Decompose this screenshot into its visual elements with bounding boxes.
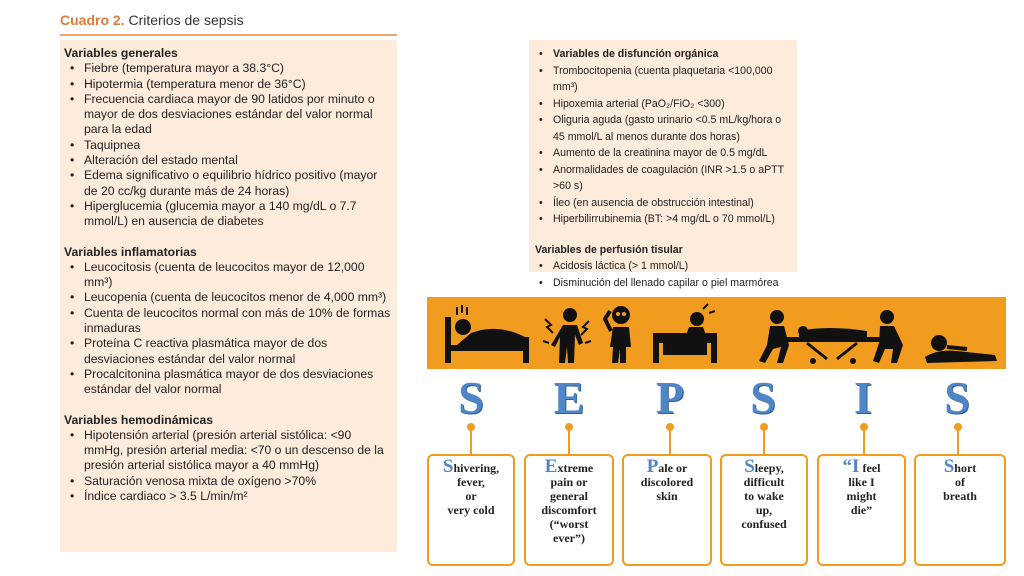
sick-person-icon bbox=[605, 306, 631, 363]
card-initial: S bbox=[442, 456, 454, 477]
section-heading-text: Variables de disfunción orgánica bbox=[553, 48, 719, 60]
criteria-item: • Anormalidades de coagulación (INR >1.5 o aPTT >60 s) bbox=[535, 162, 793, 195]
acronym-letter: S bbox=[458, 372, 484, 423]
criteria-list bbox=[64, 61, 391, 229]
person-in-pain-icon bbox=[543, 308, 591, 363]
card-text: feel bbox=[862, 461, 881, 475]
section-perfusion bbox=[535, 242, 793, 292]
card-text: or bbox=[465, 489, 477, 503]
connector-line bbox=[763, 428, 765, 454]
criteria-item: • Taquipnea bbox=[64, 138, 391, 153]
card-first-line bbox=[526, 456, 612, 477]
criteria-list bbox=[64, 260, 391, 398]
card-first-line bbox=[722, 456, 806, 477]
symptom-card bbox=[720, 454, 808, 566]
connector-line bbox=[669, 428, 671, 454]
card-text: difficult bbox=[743, 475, 785, 489]
card-first-line bbox=[429, 456, 513, 477]
person-on-couch-icon bbox=[653, 304, 717, 363]
card-initial: E bbox=[544, 456, 558, 477]
criteria-item: • Hipoxemia arterial (PaO₂/FiO₂ <300) bbox=[535, 96, 793, 113]
criteria-item: • Hipotensión arterial (presión arterial sistólica: <90 mmHg, presión arterial media: <70 o un descenso de la presión arterial sistólica mayor a 40 mmHg) bbox=[64, 428, 391, 474]
acronym-letter: E bbox=[553, 372, 585, 423]
criteria-item: • Índice cardiaco > 3.5 L/min/m² bbox=[64, 489, 391, 504]
criteria-item: • Íleo (en ausencia de obstrucción intestinal) bbox=[535, 195, 793, 212]
card-text: very cold bbox=[447, 503, 495, 517]
connector-line bbox=[568, 428, 570, 454]
criteria-item: • Oliguria aguda (gasto urinario <0.5 mL/kg/hora o 45 mmol/L al menos durante dos horas) bbox=[535, 112, 793, 145]
criteria-item: • Proteína C reactiva plasmática mayor de dos desviaciones estándar del valor normal bbox=[64, 336, 391, 367]
card-text: die” bbox=[850, 503, 873, 517]
card-text: ever”) bbox=[553, 531, 585, 545]
card-text: breath bbox=[943, 489, 977, 503]
card-text: to wake bbox=[744, 489, 784, 503]
criteria-item: • Saturación venosa mixta de oxígeno >70% bbox=[64, 474, 391, 489]
card-text: general bbox=[550, 489, 588, 503]
criteria-item: • Hiperbilirrubinemia (BT: >4 mg/dL o 70 mmol/L) bbox=[535, 211, 793, 228]
collapsed-person-icon bbox=[925, 335, 997, 363]
criteria-item: • Hiperglucemia (glucemia mayor a 140 mg/dL o 7.7 mmol/L) en ausencia de diabetes bbox=[64, 199, 391, 230]
card-text: (“worst bbox=[549, 517, 589, 531]
criteria-item: • Leucopenia (cuenta de leucocitos menor de 4,000 mm³) bbox=[64, 290, 391, 305]
sepsis-acronym bbox=[427, 372, 1006, 424]
criteria-item: • Leucocitosis (cuenta de leucocitos mayor de 12,000 mm³) bbox=[64, 260, 391, 291]
table-title bbox=[60, 12, 244, 28]
symptom-card bbox=[914, 454, 1006, 566]
symptom-card bbox=[622, 454, 712, 566]
table-title-text: Criterios de sepsis bbox=[128, 12, 244, 28]
card-text: like I bbox=[848, 475, 875, 489]
criteria-item: • Frecuencia cardiaca mayor de 90 latidos por minuto o mayor de dos desviaciones estándar del valor normal para la edad bbox=[64, 92, 391, 138]
symptom-card bbox=[817, 454, 906, 566]
sepsis-pictogram-banner bbox=[427, 297, 1006, 369]
criteria-item: • Aumento de la creatinina mayor de 0.5 mg/dL bbox=[535, 145, 793, 162]
card-text: skin bbox=[656, 489, 678, 503]
organ-heading-list bbox=[535, 46, 793, 63]
section-heading: Variables generales bbox=[64, 46, 178, 60]
connector-line bbox=[957, 428, 959, 454]
card-text: discolored bbox=[640, 475, 694, 489]
card-initial: S bbox=[744, 456, 755, 477]
stretcher-transport-icon bbox=[759, 310, 903, 364]
card-text: xtreme bbox=[557, 461, 594, 475]
section-heading bbox=[535, 46, 793, 63]
card-initial: S bbox=[943, 456, 955, 477]
card-text: pain or bbox=[550, 475, 588, 489]
criteria-list bbox=[535, 63, 793, 228]
acronym-letter: S bbox=[944, 372, 970, 423]
card-text: up, bbox=[755, 503, 773, 517]
section-inflammatory bbox=[64, 245, 391, 398]
card-text: leepy, bbox=[754, 461, 784, 475]
connector-line bbox=[863, 428, 865, 454]
card-first-line bbox=[916, 456, 1004, 477]
section-hemodynamic bbox=[64, 413, 391, 505]
symptom-card bbox=[427, 454, 515, 566]
acronym-letter: S bbox=[750, 372, 776, 423]
section-heading: Variables de perfusión tisular bbox=[535, 243, 683, 256]
connector-line bbox=[470, 428, 472, 454]
criteria-item: • Disminución del llenado capilar o piel marmórea bbox=[535, 275, 793, 292]
criteria-item: • Fiebre (temperatura mayor a 38.3°C) bbox=[64, 61, 391, 76]
card-text: fever, bbox=[457, 475, 485, 489]
card-initial: P bbox=[646, 456, 659, 477]
title-divider bbox=[60, 34, 397, 36]
criteria-item: • Trombocitopenia (cuenta plaquetaria <100,000 mm³) bbox=[535, 63, 793, 96]
criteria-panel-right bbox=[529, 40, 797, 289]
criteria-item: • Alteración del estado mental bbox=[64, 153, 391, 168]
card-text: hort bbox=[954, 461, 977, 475]
criteria-item: • Cuenta de leucocitos normal con más de 10% de formas inmaduras bbox=[64, 306, 391, 337]
criteria-list bbox=[64, 428, 391, 504]
card-text: hivering, bbox=[453, 461, 500, 475]
card-text: confused bbox=[741, 517, 787, 531]
symptom-card bbox=[524, 454, 614, 566]
card-text: ale or bbox=[658, 461, 688, 475]
card-first-line bbox=[624, 456, 710, 477]
card-first-line bbox=[819, 456, 904, 477]
criteria-item: • Acidosis láctica (> 1 mmol/L) bbox=[535, 258, 793, 275]
acronym-letter: P bbox=[655, 372, 685, 423]
card-text: discomfort bbox=[541, 503, 597, 517]
section-heading: Variables hemodinámicas bbox=[64, 412, 214, 427]
section-heading: Variables inflamatorias bbox=[64, 244, 197, 259]
card-initial: “I bbox=[842, 456, 860, 477]
criteria-item: • Procalcitonina plasmática mayor de dos desviaciones estándar del valor normal bbox=[64, 367, 391, 398]
criteria-panel-left bbox=[60, 40, 397, 552]
person-in-bed-icon bbox=[445, 305, 529, 363]
criteria-item: • Hipotermia (temperatura menor de 36°C) bbox=[64, 77, 391, 92]
table-number: Cuadro 2. bbox=[60, 12, 125, 28]
section-organ bbox=[535, 46, 793, 228]
card-text: might bbox=[846, 489, 877, 503]
card-text: of bbox=[955, 475, 965, 489]
criteria-list bbox=[535, 258, 793, 291]
acronym-letter: I bbox=[854, 372, 872, 423]
section-general bbox=[64, 46, 391, 230]
criteria-item: • Edema significativo o equilibrio hídrico positivo (mayor de 20 cc/kg durante más de 24 horas) bbox=[64, 168, 391, 199]
